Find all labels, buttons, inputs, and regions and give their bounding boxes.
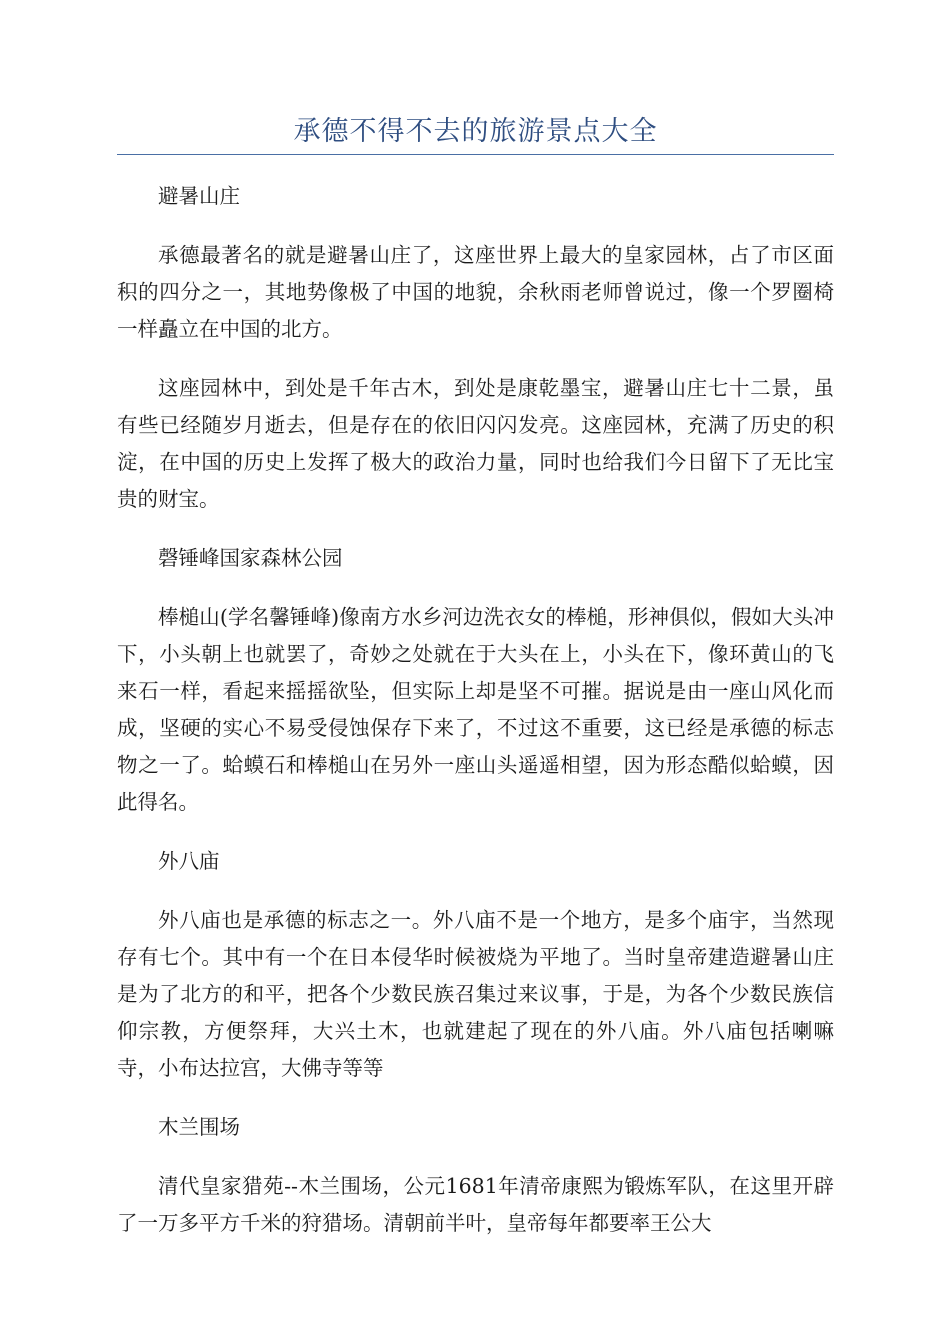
- paragraph: 承德最著名的就是避暑山庄了，这座世界上最大的皇家园林，占了市区面积的四分之一，其地势像极了中国的地貌，余秋雨老师曾说过，像一个罗圈椅一样矗立在中国的北方。: [117, 243, 834, 341]
- paragraph: 清代皇家猎苑--木兰围场，公元1681年清帝康熙为锻炼军队，在这里开辟了一万多平方千米的狩猎场。清朝前半叶，皇帝每年都要率王公大: [117, 1174, 834, 1235]
- paragraph: 外八庙也是承德的标志之一。外八庙不是一个地方，是多个庙宇，当然现存有七个。其中有一个在日本侵华时候被烧为平地了。当时皇帝建造避暑山庄是为了北方的和平，把各个少数民族召集过来议事，于是，为各个少数民族信仰宗教，方便祭拜，大兴土木，也就建起了现在的外八庙。外八庙包括喇嘛寺，小布达拉宫，大佛寺等等: [117, 908, 834, 1080]
- section-heading: 避暑山庄: [158, 184, 240, 208]
- section-heading: 木兰围场: [158, 1115, 240, 1139]
- document-title: 承德不得不去的旅游景点大全: [293, 116, 658, 147]
- section-heading: 外八庙: [158, 849, 220, 873]
- section-heading: 磬锤峰国家森林公园: [158, 546, 343, 570]
- document-page: [117, 0, 834, 1264]
- paragraph: 棒槌山(学名馨锤峰)像南方水乡河边洗衣女的棒槌，形神俱似，假如大头冲下，小头朝上也就罢了，奇妙之处就在于大头在上，小头在下，像环黄山的飞来石一样，看起来摇摇欲坠，但实际上却是坚不可摧。据说是由一座山风化而成，坚硬的实心不易受侵蚀保存下来了，不过这不重要，这已经是承德的标志物之一了。蛤蟆石和棒槌山在另外一座山头遥遥相望，因为形态酷似蛤蟆，因此得名。: [117, 605, 834, 814]
- document-body: [117, 178, 834, 1242]
- title-divider: [117, 154, 834, 155]
- paragraph: 这座园林中，到处是千年古木，到处是康乾墨宝，避暑山庄七十二景，虽有些已经随岁月逝去，但是存在的依旧闪闪发亮。这座园林，充满了历史的积淀，在中国的历史上发挥了极大的政治力量，同时也给我们今日留下了无比宝贵的财宝。: [117, 376, 834, 511]
